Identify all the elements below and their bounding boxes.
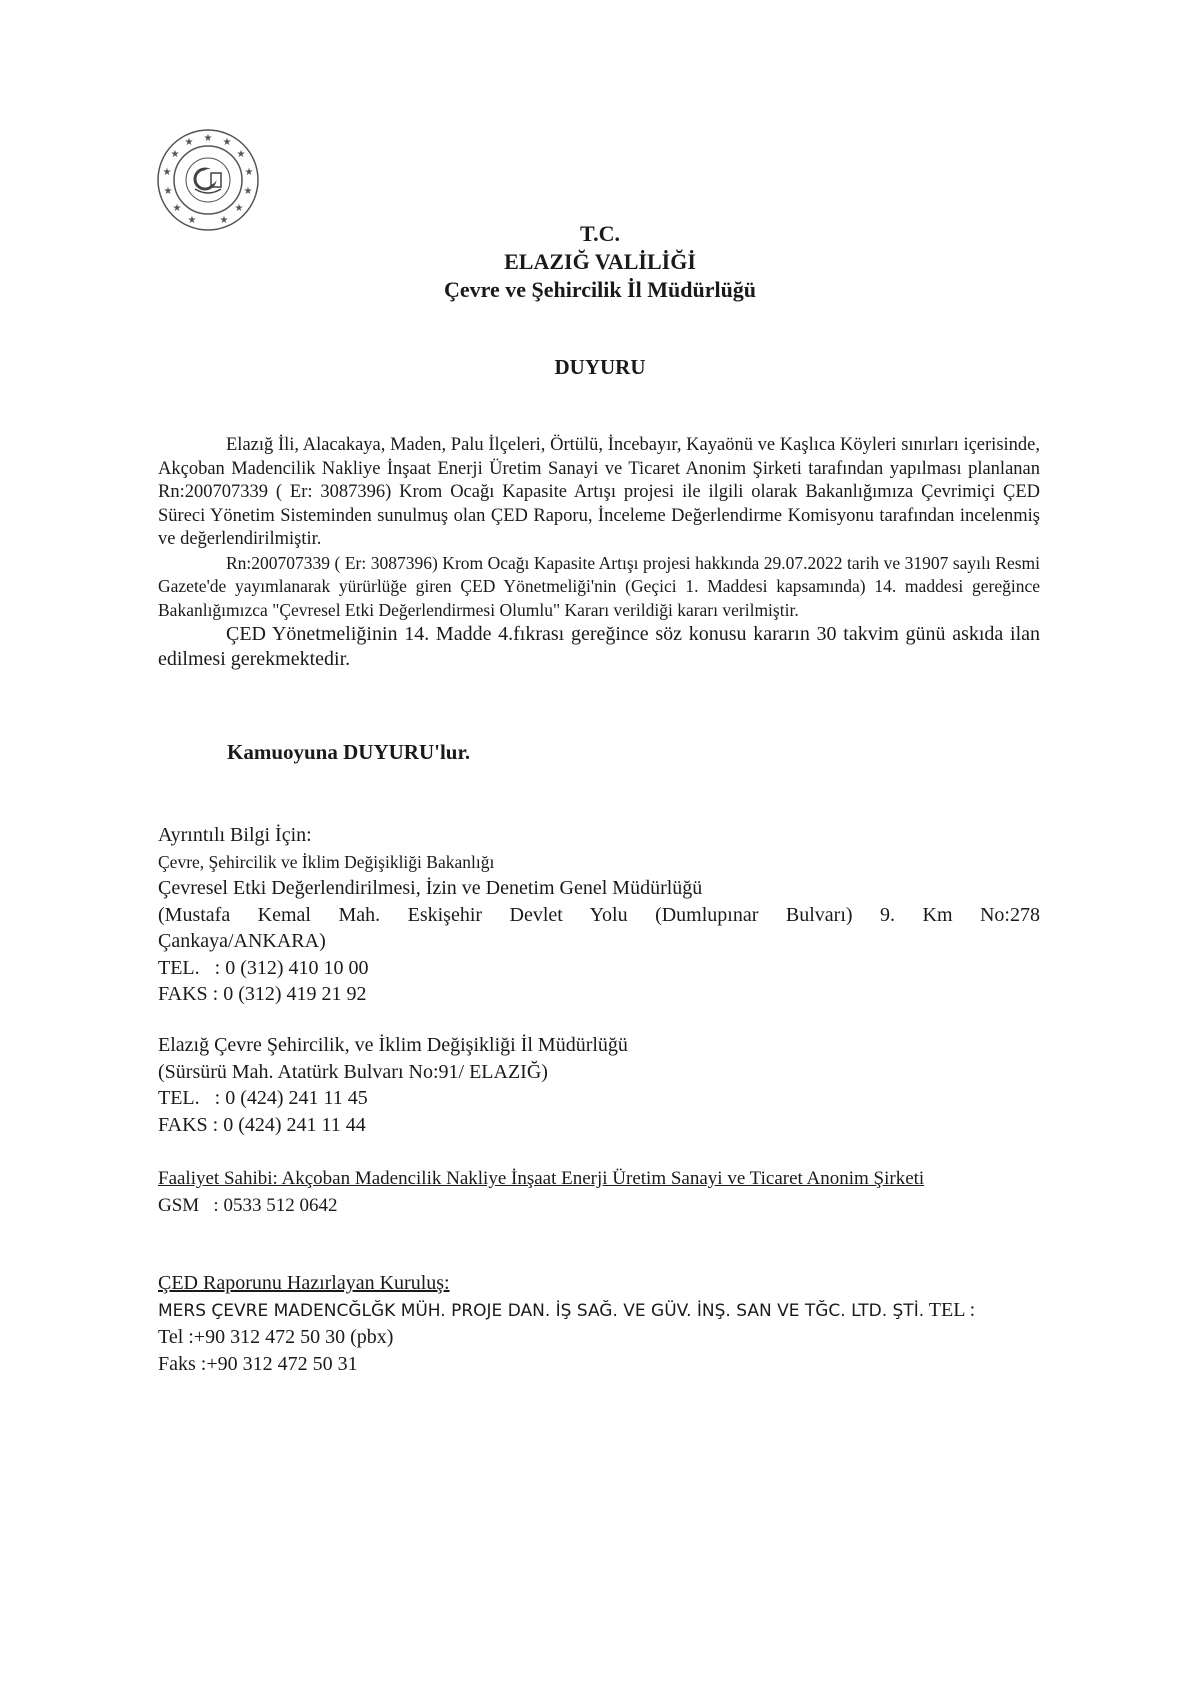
ministry-contact — [158, 822, 1040, 1008]
owner-gsm: GSM : 0533 512 0642 — [158, 1194, 338, 1216]
preparer-company: MERS ÇEVRE MADENCĞLĞK MÜH. PROJE DAN. İŞ SAĞ. VE GÜV. İNŞ. SAN VE TĞC. LTD. ŞTİ. — [158, 1300, 925, 1321]
svg-text:★: ★ — [222, 137, 232, 148]
svg-text:★: ★ — [219, 215, 229, 226]
svg-text:★: ★ — [187, 215, 197, 226]
svg-text:★: ★ — [236, 149, 246, 160]
ministry-address-line1: (Mustafa Kemal Mah. Eskişehir Devlet Yolu (Dumlupınar Bulvarı) 9. Km No:278 — [158, 903, 1040, 926]
ministry-seal-icon — [155, 127, 261, 233]
provincial-fax: FAKS : 0 (424) 241 11 44 — [158, 1113, 366, 1136]
svg-text:★: ★ — [234, 203, 244, 214]
ministry-department: Çevresel Etki Değerlendirilmesi, İzin ve Denetim Genel Müdürlüğü — [158, 877, 703, 899]
svg-text:★: ★ — [162, 167, 172, 178]
owner-line: Faaliyet Sahibi: Akçoban Madencilik Nakliye İnşaat Enerji Üretim Sanayi ve Ticaret Anonim Şirketi — [158, 1168, 925, 1189]
svg-text:★: ★ — [184, 137, 194, 148]
svg-text:★: ★ — [170, 149, 180, 160]
preparer-heading: ÇED Raporunu Hazırlayan Kuruluş: — [158, 1272, 450, 1294]
document-title: DUYURU — [554, 355, 646, 379]
header-tc: T.C. — [580, 221, 620, 246]
provincial-contact — [158, 1032, 1040, 1138]
svg-text:★: ★ — [244, 167, 254, 178]
ministry-heading: Ayrıntılı Bilgi İçin: — [158, 824, 312, 846]
svg-text:★: ★ — [163, 186, 173, 197]
preparer-tel: Tel :+90 312 472 50 30 (pbx) — [158, 1326, 394, 1348]
ministry-tel: TEL. : 0 (312) 410 10 00 — [158, 956, 369, 979]
paragraph-2: Rn:200707339 ( Er: 3087396) Krom Ocağı Kapasite Artışı projesi hakkında 29.07.2022 tarih ve 31907 sayılı Resmi Gazete'de yayımlanarak yürürlüğe giren ÇED Yönetmeliği'nin (Geçici 1. Maddesi kapsamında) 14. maddesi gereğince Bakanlığımızca "Çevresel Etki Değerlendirmesi Olumlu" Kararı verildiği kararı verilmiştir. — [158, 552, 1040, 620]
provincial-name: Elazığ Çevre Şehircilik, ve İklim Değişikliği İl Müdürlüğü — [158, 1034, 628, 1056]
document-header — [0, 220, 1200, 304]
preparer-fax: Faks :+90 312 472 50 31 — [158, 1352, 358, 1375]
ministry-fax: FAKS : 0 (312) 419 21 92 — [158, 983, 367, 1005]
announcement-body — [158, 434, 1040, 672]
header-directorate: Çevre ve Şehircilik İl Müdürlüğü — [443, 277, 757, 302]
paragraph-3: ÇED Yönetmeliğinin 14. Madde 4.fıkrası gereğince söz konusu kararın 30 takvim günü askıda ilan edilmesi gerekmektedir. — [158, 623, 1040, 670]
svg-text:★: ★ — [203, 133, 213, 144]
header-governorship: ELAZIĞ VALİLİĞİ — [504, 249, 696, 274]
preparer-company-line — [158, 1297, 1040, 1325]
provincial-tel: TEL. : 0 (424) 241 11 45 — [158, 1087, 368, 1109]
provincial-address: (Sürsürü Mah. Atatürk Bulvarı No:91/ ELAZIĞ) — [158, 1060, 548, 1083]
preparer-contact — [158, 1270, 1040, 1377]
paragraph-1: Elazığ İli, Alacakaya, Maden, Palu İlçeleri, Örtülü, İncebayır, Kayaönü ve Kaşlıca Köyleri sınırları içerisinde, Akçoban Madencilik Nakliye İnşaat Enerji Üretim Sanayi ve Ticaret Anonim Şirketi tarafından yapılması planlanan Rn:200707339 ( Er: 3087396) Krom Ocağı Kapasite Artışı projesi ile ilgili olarak Bakanlığımıza Çevrimiçi ÇED Süreci Yönetim Sisteminden sunulmuş olan ÇED Raporu, İnceleme Değerlendirme Komisyonu tarafından incelenmiş ve değerlendirilmiştir. — [158, 435, 1040, 549]
ministry-name: Çevre, Şehircilik ve İklim Değişikliği Bakanlığı — [158, 851, 495, 872]
owner-contact — [158, 1166, 1040, 1219]
preparer-tel-label: TEL : — [924, 1298, 976, 1321]
svg-text:★: ★ — [172, 203, 182, 214]
public-notice: Kamuoyuna DUYURU'lur. — [227, 740, 471, 764]
svg-text:★: ★ — [243, 186, 253, 197]
ministry-address-line2: Çankaya/ANKARA) — [158, 930, 326, 952]
